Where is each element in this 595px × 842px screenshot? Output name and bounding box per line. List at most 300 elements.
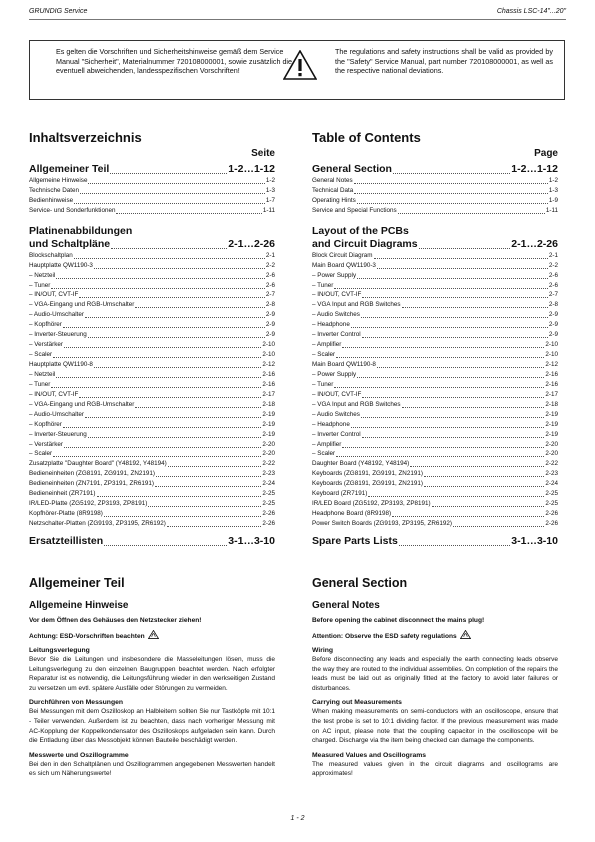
leader-dots <box>361 417 544 418</box>
toc-entry[interactable] <box>29 271 275 281</box>
toc-entry-page: 2-10 <box>545 341 558 349</box>
toc-entry-page: 2-2 <box>265 261 275 269</box>
toc-entry-label: Block Circuit Diagram <box>312 251 373 259</box>
toc-entry-page: 2-26 <box>262 520 275 528</box>
leader-dots <box>51 288 265 289</box>
leader-dots <box>116 213 261 214</box>
values-title-de: Messwerte und Oszillogramme <box>29 751 129 759</box>
toc-entry-page: 2-6 <box>265 271 275 279</box>
toc-entry-page: 1-2 <box>548 176 558 184</box>
leader-dots <box>351 327 548 328</box>
toc-entry-page: 2-18 <box>262 400 275 408</box>
toc-entry[interactable] <box>312 206 558 216</box>
mains-warning-en: Before opening the cabinet disconnect the mains plug! <box>312 617 485 624</box>
toc-entry-label: – Scaler <box>29 351 53 359</box>
leader-dots <box>63 327 265 328</box>
leader-dots <box>156 476 261 477</box>
toc-entry[interactable] <box>312 479 558 489</box>
leader-dots <box>56 377 261 378</box>
esd-hand-icon <box>460 630 471 639</box>
toc-entry-label: Daughter Board (Y48192, Y48194) <box>312 460 410 468</box>
toc-entry-label: – Netzteil <box>29 370 56 378</box>
values-title-en: Measured Values and Oscillograms <box>312 751 427 759</box>
leader-dots <box>336 456 544 457</box>
toc-entry-page: 2-10 <box>545 351 558 359</box>
page-header <box>29 8 566 15</box>
toc-section-pcb-title-de: Platinenabbildungen <box>29 224 133 237</box>
toc-entry-label: Blockschaltplan <box>29 251 73 259</box>
toc-section-pcb-de[interactable]: und Schaltpläne 2-1…2-26 <box>29 237 275 250</box>
toc-entry-label: Bedieneinheiten (ZN7191, ZP3191, ZR6191) <box>29 480 154 488</box>
leader-dots <box>74 203 265 204</box>
toc-entry-label: – Kopfhörer <box>29 420 62 428</box>
toc-entry-page: 2-9 <box>548 311 558 319</box>
leader-dots <box>53 357 261 358</box>
measurements-text-en: When making measurements on semi-conductors with an oscilloscope, ensure that the test probe is set to 10:1 dividing factor. If the previous measurement was made on AC input, please note that the coupling capacitor in the oscilloscope will be charged. Discharge via the item being checked can damage the components. <box>312 708 558 745</box>
toc-entry-page: 2-20 <box>262 440 275 448</box>
toc-entry[interactable] <box>312 196 558 206</box>
section-subtitle-en: General Notes <box>312 600 380 611</box>
toc-entry-page: 1-11 <box>545 206 558 214</box>
toc-entry-page: 2-16 <box>545 370 558 378</box>
toc-entry[interactable] <box>29 519 275 529</box>
toc-list-pcb-en <box>312 251 558 529</box>
toc-entry-label: Kopfhörer-Platte (8R9198) <box>29 510 103 518</box>
measurements-title-en: Carrying out Measurements <box>312 699 402 707</box>
toc-entry[interactable] <box>29 281 275 291</box>
toc-entry[interactable] <box>29 489 275 499</box>
leader-dots <box>63 427 261 428</box>
toc-entry-page: 2-9 <box>265 321 275 329</box>
toc-entry-page: 2-22 <box>262 460 275 468</box>
leader-dots <box>88 437 262 438</box>
mains-warning-de: Vor dem Öffnen des Gehäuses den Netzstecker ziehen! <box>29 617 202 624</box>
toc-entry-page: 1-2 <box>265 176 275 184</box>
leader-dots <box>88 337 265 338</box>
esd-warning-text-en: Attention: Observe the ESD safety regulations <box>312 633 457 640</box>
toc-entry[interactable] <box>29 420 275 430</box>
toc-de <box>29 130 275 548</box>
leader-dots <box>368 496 544 497</box>
leader-dots <box>97 496 262 497</box>
toc-section-parts-en[interactable]: Spare Parts Lists 3-1…3-10 <box>312 535 558 547</box>
toc-entry-label: Headphone Board (8R9198) <box>312 510 392 518</box>
toc-entry-page: 2-6 <box>265 281 275 289</box>
toc-entry[interactable] <box>312 390 558 400</box>
toc-entry-page: 2-9 <box>548 331 558 339</box>
toc-entry-page: 2-10 <box>262 341 275 349</box>
leader-dots <box>334 288 548 289</box>
toc-entry-page: 2-23 <box>545 470 558 478</box>
toc-entry-page: 1-9 <box>548 196 558 204</box>
toc-entry-page: 2-19 <box>545 420 558 428</box>
toc-entry[interactable] <box>29 350 275 360</box>
toc-entry[interactable] <box>29 430 275 440</box>
section-subtitle-de: Allgemeine Hinweise <box>29 600 129 611</box>
toc-entry[interactable] <box>312 320 558 330</box>
toc-entry[interactable] <box>29 251 275 261</box>
leader-dots <box>135 307 265 308</box>
toc-entry-label: – Verstärker <box>29 440 63 448</box>
toc-entry-label: Service and Special Functions <box>312 206 397 214</box>
toc-entry-label: IR/LED-Platte (ZG5192, ZP3193, ZP8191) <box>29 500 148 508</box>
toc-entry[interactable] <box>312 469 558 479</box>
leader-dots <box>56 278 265 279</box>
toc-entry-label: – VGA-Eingang und RGB-Umschalter <box>29 400 135 408</box>
leader-dots <box>64 447 261 448</box>
section-title-de: Allgemeiner Teil <box>29 576 125 590</box>
leader-dots <box>374 258 548 259</box>
leader-dots <box>167 526 262 527</box>
toc-entry[interactable] <box>312 251 558 261</box>
toc-entry-page: 2-6 <box>548 281 558 289</box>
toc-entry-label: – VGA-Eingang und RGB-Umschalter <box>29 301 135 309</box>
leader-dots <box>410 466 544 467</box>
toc-entry[interactable] <box>312 261 558 271</box>
toc-entry-page: 2-8 <box>265 301 275 309</box>
toc-entry-page: 2-26 <box>545 520 558 528</box>
leader-dots <box>402 407 545 408</box>
toc-entry-page: 2-19 <box>262 410 275 418</box>
values-text-de: Bei den in den Schaltplänen und Oszillogrammen angegebenen Messwerten handelt es sich um Näherungswerte! <box>29 760 275 778</box>
toc-entry-page: 2-1 <box>265 251 275 259</box>
toc-entry-page: 2-22 <box>545 460 558 468</box>
measurements-title-de: Durchführen von Messungen <box>29 699 124 707</box>
toc-entry-label: IR/LED Board (ZG5192, ZP3193, ZP8191) <box>312 500 431 508</box>
toc-entry-label: Keyboard (ZR7191) <box>312 490 368 498</box>
toc-entry-label: – Netzteil <box>29 271 56 279</box>
toc-entry-page: 2-7 <box>548 291 558 299</box>
toc-entry[interactable] <box>29 196 275 206</box>
leader-dots <box>85 417 261 418</box>
toc-entry-label: – Power Supply <box>312 271 357 279</box>
toc-entry-label: – Scaler <box>29 450 53 458</box>
toc-section-general-en[interactable]: General Section 1-2…1-12 <box>312 163 558 175</box>
toc-section-general-de[interactable]: Allgemeiner Teil 1-2…1-12 <box>29 163 275 175</box>
toc-entry[interactable] <box>312 450 558 460</box>
toc-entry[interactable] <box>29 300 275 310</box>
toc-entry[interactable] <box>312 440 558 450</box>
toc-entry[interactable] <box>312 291 558 301</box>
header-chassis: Chassis LSC-14"...20" <box>496 8 566 15</box>
toc-entry-label: – Inverter-Steuerung <box>29 430 87 438</box>
toc-entry[interactable] <box>312 340 558 350</box>
toc-entry[interactable] <box>29 440 275 450</box>
toc-entry-page: 1-7 <box>265 196 275 204</box>
toc-entry-label: – Inverter-Steuerung <box>29 331 87 339</box>
toc-entry-label: General Notes <box>312 176 353 184</box>
leader-dots <box>342 347 544 348</box>
safety-notice-de: Es gelten die Vorschriften und Sicherheitshinweise gemäß dem Service Manual "Sicherheit", Materialnummer 720108000001, sowie zusätzlich die eventuell abweichenden, landesspezifischen Vorschriften! <box>56 47 293 76</box>
leader-dots <box>79 397 261 398</box>
toc-title-en: Table of Contents <box>312 130 421 145</box>
toc-entry[interactable] <box>312 370 558 380</box>
wiring-title-en: Wiring <box>312 647 334 654</box>
toc-entry[interactable] <box>312 360 558 370</box>
toc-entry[interactable] <box>29 360 275 370</box>
leader-dots <box>155 486 261 487</box>
leader-dots <box>94 268 265 269</box>
toc-entry-label: – Tuner <box>312 281 334 289</box>
toc-entry-label: Zusatzplatte "Daughter Board" (Y48192, Y48194) <box>29 460 167 468</box>
leader-dots <box>424 476 544 477</box>
toc-entry-label: – Kopfhörer <box>29 321 62 329</box>
toc-entry-label: Bedienhinweise <box>29 196 74 204</box>
esd-warning-de <box>29 630 275 641</box>
toc-entry-label: Hauptplatte QW1190-8 <box>29 361 93 369</box>
toc-entry-label: Main Board QW1190-8 <box>312 361 376 369</box>
leader-dots <box>432 506 545 507</box>
leader-dots <box>392 516 544 517</box>
leader-dots <box>168 466 262 467</box>
leader-dots <box>79 297 265 298</box>
toc-entry-label: – Tuner <box>29 380 51 388</box>
toc-list-general-en <box>312 176 558 216</box>
toc-entry[interactable] <box>312 410 558 420</box>
toc-entry-label: – Inverter Control <box>312 331 361 339</box>
toc-entry[interactable] <box>29 320 275 330</box>
toc-entry[interactable] <box>312 430 558 440</box>
leader-dots <box>94 367 261 368</box>
toc-list-general-de <box>29 176 275 216</box>
leader-dots <box>342 447 544 448</box>
toc-entry-page: 2-8 <box>548 301 558 309</box>
toc-entry-page: 2-9 <box>265 331 275 339</box>
toc-entry[interactable] <box>29 261 275 271</box>
toc-entry-label: – Tuner <box>312 380 334 388</box>
general-section-de <box>29 576 275 779</box>
toc-entry[interactable] <box>29 330 275 340</box>
toc-entry-page: 2-2 <box>548 261 558 269</box>
toc-entry-page: 1-3 <box>548 186 558 194</box>
leader-dots <box>362 397 544 398</box>
toc-section-pcb-en[interactable]: and Circuit Diagrams 2-1…2-26 <box>312 237 558 250</box>
toc-entry-label: Bedieneinheit (ZR7191) <box>29 490 96 498</box>
toc-entry-label: – IN/OUT, CVT-IF <box>29 390 79 398</box>
toc-entry-page: 2-26 <box>545 510 558 518</box>
toc-entry[interactable] <box>312 489 558 499</box>
toc-entry-page: 2-7 <box>265 291 275 299</box>
toc-page-label-de: Seite <box>251 148 275 159</box>
leader-dots <box>148 506 261 507</box>
toc-entry[interactable] <box>312 310 558 320</box>
toc-entry-label: – IN/OUT, CVT-IF <box>312 291 362 299</box>
esd-warning-text-de: Achtung: ESD-Vorschriften beachten <box>29 633 145 640</box>
esd-warning-en <box>312 630 558 641</box>
leader-dots <box>104 516 262 517</box>
leader-dots <box>362 297 548 298</box>
leader-dots <box>53 456 261 457</box>
leader-dots <box>64 347 261 348</box>
toc-entry[interactable] <box>312 519 558 529</box>
toc-entry-label: – IN/OUT, CVT-IF <box>29 291 79 299</box>
toc-entry-page: 2-12 <box>545 361 558 369</box>
toc-entry-label: Keyboards (ZG8191, ZG9191, ZN2191) <box>312 480 423 488</box>
toc-entry[interactable] <box>29 410 275 420</box>
toc-entry[interactable] <box>312 350 558 360</box>
toc-entry[interactable] <box>312 400 558 410</box>
page-number: 1 - 2 <box>290 815 305 822</box>
leader-dots <box>88 183 264 184</box>
toc-entry-label: – Scaler <box>312 351 336 359</box>
leader-dots <box>74 258 265 259</box>
toc-entry[interactable] <box>312 499 558 509</box>
toc-en <box>312 130 558 548</box>
toc-entry[interactable] <box>29 310 275 320</box>
wiring-title-de: Leitungsverlegung <box>29 647 90 654</box>
toc-entry-page: 2-25 <box>262 500 275 508</box>
toc-entry[interactable] <box>29 380 275 390</box>
toc-entry-page: 2-18 <box>545 400 558 408</box>
toc-entry-label: – Amplifier <box>312 440 342 448</box>
toc-entry[interactable] <box>29 370 275 380</box>
toc-entry[interactable] <box>29 390 275 400</box>
toc-entry-page: 2-10 <box>262 351 275 359</box>
toc-entry-page: 1-3 <box>265 186 275 194</box>
toc-entry[interactable] <box>312 380 558 390</box>
esd-hand-icon <box>148 630 159 639</box>
toc-entry-page: 2-24 <box>545 480 558 488</box>
toc-entry[interactable] <box>29 459 275 469</box>
toc-entry-page: 2-19 <box>262 420 275 428</box>
leader-dots <box>336 357 544 358</box>
toc-entry-page: 2-1 <box>548 251 558 259</box>
toc-entry-label: Service- und Sonderfunktionen <box>29 206 116 214</box>
toc-entry-label: – Audio-Umschalter <box>29 410 84 418</box>
leader-dots <box>377 367 544 368</box>
toc-entry[interactable] <box>29 499 275 509</box>
toc-entry-page: 2-19 <box>545 410 558 418</box>
leader-dots <box>354 193 548 194</box>
toc-entry[interactable] <box>29 509 275 519</box>
toc-entry-page: 1-11 <box>262 206 275 214</box>
toc-list-pcb-de <box>29 251 275 529</box>
toc-entry-page: 2-26 <box>262 510 275 518</box>
toc-entry[interactable] <box>312 281 558 291</box>
toc-section-pcb-title-en: Layout of the PCBs <box>312 224 409 237</box>
toc-entry-label: – Verstärker <box>29 341 63 349</box>
values-text-en: The measured values given in the circuit diagrams and oscillograms are approximates! <box>312 760 558 778</box>
section-title-en: General Section <box>312 576 408 590</box>
toc-entry[interactable] <box>312 330 558 340</box>
toc-entry-label: Allgemeine Hinweise <box>29 176 88 184</box>
wiring-text-de: Bevor Sie die Leitungen und insbesondere die Masseleitungen lösen, muss die Leitungsverlegung zu den einzelnen Baugruppen beachtet werden. Nach erfolgter Reparatur ist es notwendig, die Leitungsführung wieder in den werkseitigen Zustand zu versetzen um evtl. spätere Ausfälle oder Störungen zu vermeiden. <box>29 656 275 692</box>
toc-entry[interactable] <box>312 300 558 310</box>
toc-entry-page: 2-12 <box>262 361 275 369</box>
toc-entry-label: – Headphone <box>312 420 350 428</box>
toc-entry-page: 2-25 <box>545 490 558 498</box>
leader-dots <box>402 307 548 308</box>
toc-entry-page: 2-17 <box>262 390 275 398</box>
toc-entry[interactable] <box>29 479 275 489</box>
toc-entry-label: – Audio Switches <box>312 311 360 319</box>
toc-entry[interactable] <box>29 450 275 460</box>
leader-dots <box>362 337 548 338</box>
toc-entry[interactable] <box>29 340 275 350</box>
toc-entry-label: – Inverter Control <box>312 430 361 438</box>
leader-dots <box>354 183 548 184</box>
toc-entry-label: Bedieneinheiten (ZG8191, ZG9191, ZN2191) <box>29 470 156 478</box>
toc-entry-page: 2-17 <box>545 390 558 398</box>
toc-entry-label: Technische Daten <box>29 186 80 194</box>
leader-dots <box>361 317 548 318</box>
toc-entry-label: – Amplifier <box>312 341 342 349</box>
toc-entry-page: 2-16 <box>545 380 558 388</box>
toc-entry-page: 2-9 <box>265 311 275 319</box>
toc-entry-page: 2-19 <box>545 430 558 438</box>
measurements-text-de: Bei Messungen mit dem Oszilloskop an Halbleitern sollten Sie nur Tastköpfe mit 10:1 - Teiler verwenden. Außerdem ist zu beachten, dass nach vorheriger Messung mit AC-Kopplung der Koppelkondensator des Oszilloskops aufgeladen sein kann. Durch die Entladung über das Messobjekt können Bauteile beschädigt werden. <box>29 708 275 745</box>
toc-entry-label: – IN/OUT, CVT-IF <box>312 390 362 398</box>
leader-dots <box>357 278 548 279</box>
toc-entry-page: 2-20 <box>545 450 558 458</box>
toc-entry-label: Technical Data <box>312 186 354 194</box>
wiring-text-en: Before disconnecting any leads and especially the earth connecting leads observe the way they are routed to the individual assemblies. On completion of the repairs the leads must be laid out as originally fitted at the factory to avoid later failures or disturbances. <box>312 656 558 692</box>
toc-entry[interactable] <box>29 469 275 479</box>
safety-notice-box <box>29 40 565 100</box>
leader-dots <box>334 387 544 388</box>
leader-dots <box>351 427 545 428</box>
header-brand: GRUNDIG Service <box>29 8 88 15</box>
toc-entry-label: – Scaler <box>312 450 336 458</box>
toc-entry[interactable] <box>312 176 558 186</box>
toc-section-parts-de[interactable]: Ersatzteillisten 3-1…3-10 <box>29 535 275 547</box>
toc-entry-page: 2-9 <box>548 321 558 329</box>
toc-entry[interactable] <box>29 206 275 216</box>
header-rule <box>29 19 566 20</box>
toc-entry-label: – Tuner <box>29 281 51 289</box>
toc-entry-page: 2-25 <box>545 500 558 508</box>
toc-entry-label: – Headphone <box>312 321 350 329</box>
leader-dots <box>398 213 545 214</box>
toc-entry[interactable] <box>312 509 558 519</box>
leader-dots <box>424 486 544 487</box>
toc-entry-label: – VGA Input and RGB Switches <box>312 400 401 408</box>
leader-dots <box>362 437 545 438</box>
toc-entry-page: 2-19 <box>262 430 275 438</box>
toc-entry-page: 2-16 <box>262 370 275 378</box>
toc-entry-label: – Audio Switches <box>312 410 360 418</box>
leader-dots <box>453 526 544 527</box>
toc-entry[interactable] <box>312 459 558 469</box>
toc-entry-label: Operating Hints <box>312 196 356 204</box>
toc-entry-page: 2-25 <box>262 490 275 498</box>
toc-entry-page: 2-20 <box>545 440 558 448</box>
leader-dots <box>377 268 548 269</box>
toc-entry-page: 2-24 <box>262 480 275 488</box>
safety-notice-en: The regulations and safety instructions shall be valid as provided by the "Safety" Service Manual, part number 720108000001, as well as the respective national deviations. <box>335 47 553 76</box>
leader-dots <box>357 203 548 204</box>
toc-entry[interactable] <box>29 186 275 196</box>
toc-entry[interactable] <box>312 186 558 196</box>
toc-entry[interactable] <box>29 291 275 301</box>
general-section-en <box>312 576 558 779</box>
toc-entry[interactable] <box>29 400 275 410</box>
exclamation-triangle-icon <box>283 50 317 80</box>
toc-entry-page: 2-23 <box>262 470 275 478</box>
toc-entry[interactable] <box>312 271 558 281</box>
toc-entry-label: – VGA Input and RGB Switches <box>312 301 401 309</box>
toc-entry-label: Keyboards (ZG8191, ZG9191, ZN2191) <box>312 470 423 478</box>
leader-dots <box>357 377 544 378</box>
leader-dots <box>51 387 261 388</box>
toc-entry-label: Netzschalter-Platten (ZG9193, ZP3195, ZR6192) <box>29 520 166 528</box>
toc-page-label-en: Page <box>534 148 558 159</box>
toc-entry[interactable] <box>29 176 275 186</box>
toc-entry-page: 2-16 <box>262 380 275 388</box>
toc-entry-page: 2-20 <box>262 450 275 458</box>
toc-entry[interactable] <box>312 420 558 430</box>
toc-entry-label: Hauptplatte QW1190-3 <box>29 261 93 269</box>
